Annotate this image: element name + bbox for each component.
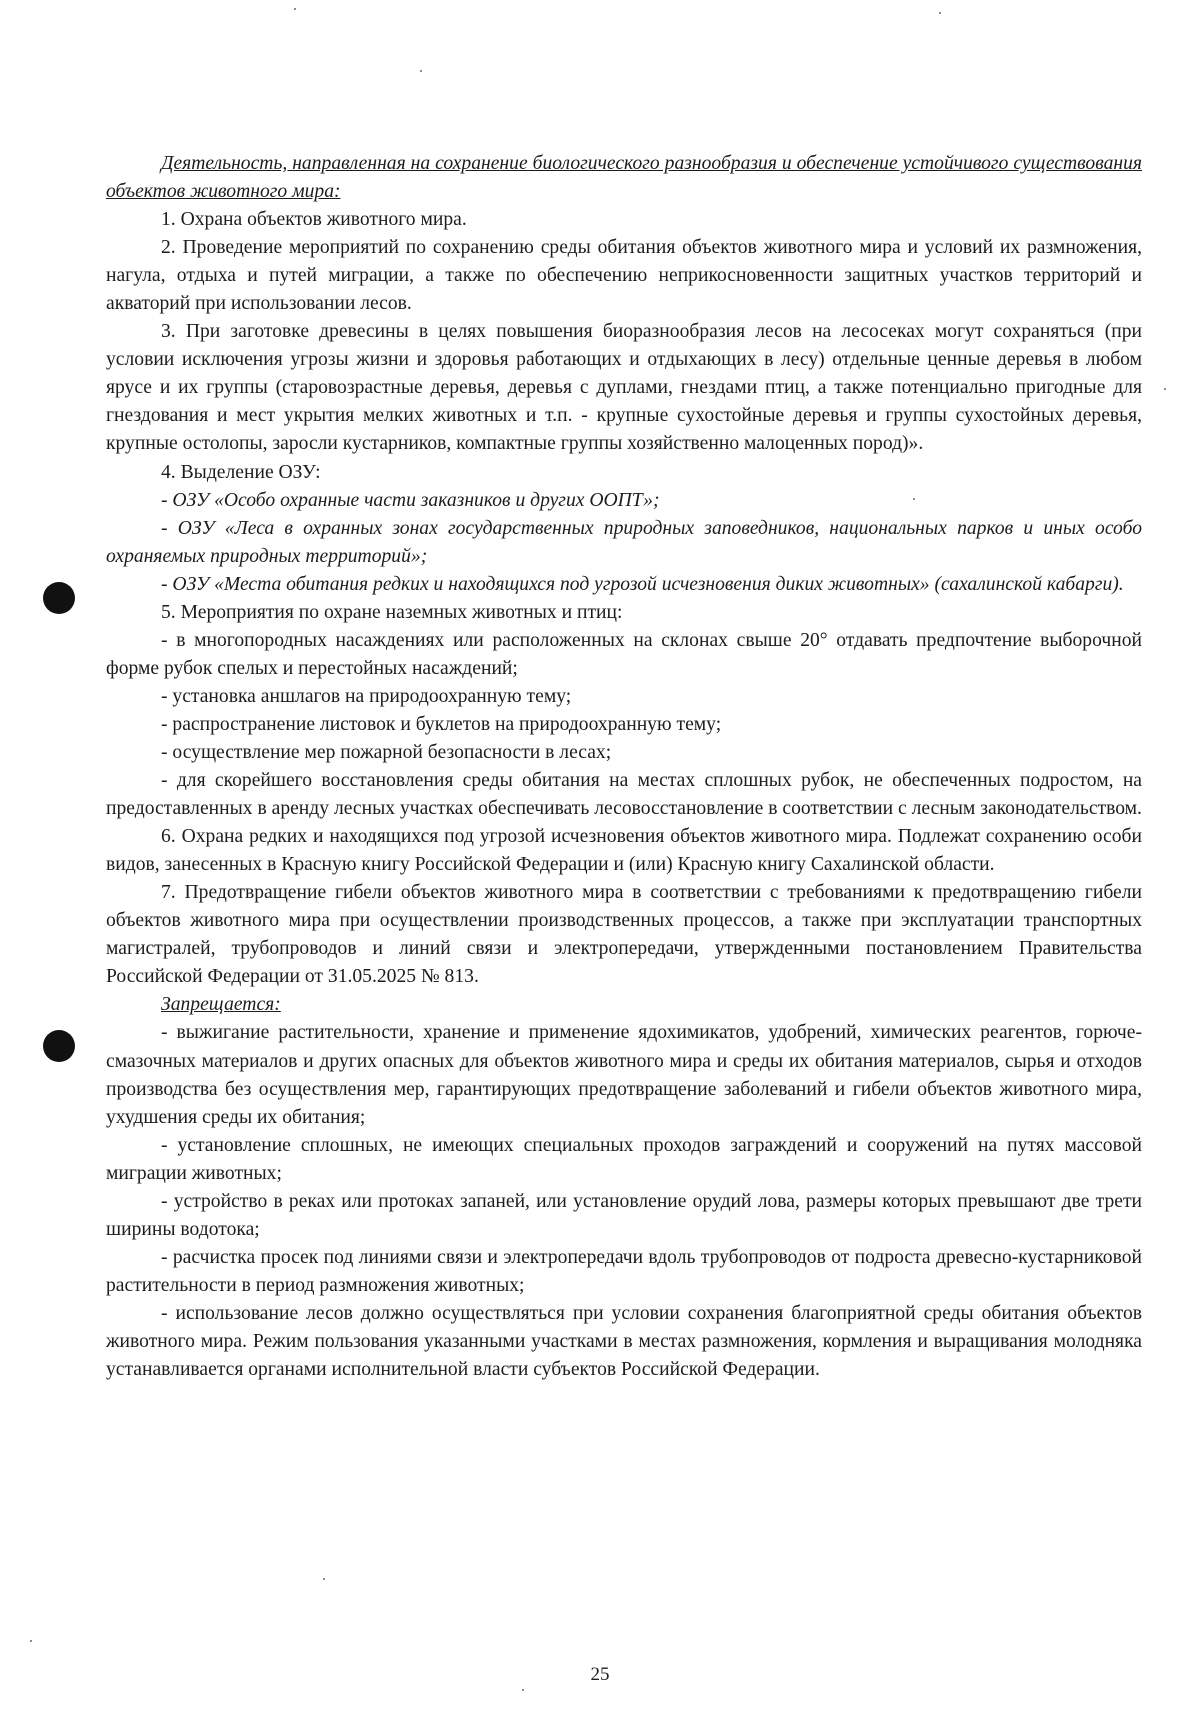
section-heading: Деятельность, направленная на сохранение биологического разнообразия и обеспечение устойчивого существования объектов животного мира:	[106, 153, 1142, 203]
paragraph: 6. Охрана редких и находящихся под угрозой исчезновения объектов животного мира. Подлежат сохранению особи видов, занесенных в Красную книгу Российской Федерации и (или) Красную книгу Сахалинской области.	[106, 826, 1142, 876]
paragraph: 5. Мероприятия по охране наземных животных и птиц:	[161, 601, 623, 623]
list-item: - для скорейшего восстановления среды обитания на местах сплошных рубок, не обеспеченных подростом, на предоставленных в аренду лесных участках обеспечивать лесовосстановление в соответствии с лесным законодательством.	[106, 770, 1142, 820]
list-item: - использование лесов должно осуществляться при условии сохранения благоприятной среды обитания объектов животного мира. Режим пользования указанными участками в местах размножения, кормления и выращивания молодняка устанавливается органами исполнительной власти субъектов Российской Федерации.	[106, 1302, 1142, 1381]
paragraph: 2. Проведение мероприятий по сохранению среды обитания объектов животного мира и условий их размножения, нагула, отдыха и путей миграции, а также по обеспечению неприкосновенности защитных участков территорий и акваторий при использовании лесов.	[106, 237, 1142, 315]
paragraph: 1. Охрана объектов животного мира.	[161, 209, 467, 231]
list-item: - установление сплошных, не имеющих специальных проходов заграждений и сооружений на путях массовой миграции животных;	[106, 1134, 1142, 1184]
list-item: - расчистка просек под линиями связи и электропередачи вдоль трубопроводов от подроста древесно-кустарниковой растительности в период размножения животных;	[106, 1246, 1142, 1296]
list-item: - осуществление мер пожарной безопасности в лесах;	[161, 741, 612, 763]
scan-speck	[323, 1578, 325, 1580]
page-number: 25	[590, 1664, 610, 1685]
scan-speck	[1164, 388, 1166, 390]
punch-hole	[43, 1030, 75, 1062]
list-item: - устройство в реках или протоках запаней, или установление орудий лова, размеры которых превышают две трети ширины водотока;	[106, 1190, 1142, 1240]
forbidden-heading: Запрещается:	[161, 994, 281, 1016]
list-item: - распространение листовок и буклетов на природоохранную тему;	[161, 713, 722, 735]
list-item: - ОЗУ «Особо охранные части заказников и других ООПТ»;	[161, 489, 660, 511]
paragraph: 3. При заготовке древесины в целях повышения биоразнообразия лесов на лесосеках могут сохраняться (при условии исключения угрозы жизни и здоровья работающих и отдыхающих в лесу) отдельные ценные деревья в любом ярусе и их группы (старовозрастные деревья, деревья с дуплами, гнездами птиц, а также потенциально пригодные для гнездования и мест укрытия мелких животных и т.п. - крупные сухостойные деревья и группы сухостойных деревья, крупные остолопы, заросли кустарников, компактные группы хозяйственно малоценных пород)».	[106, 321, 1142, 455]
scan-speck	[522, 1689, 524, 1691]
paragraph: 4. Выделение ОЗУ:	[161, 461, 321, 483]
paragraph: 7. Предотвращение гибели объектов животного мира в соответствии с требованиями к предотвращению гибели объектов животного мира при осуществлении производственных процессов, а также при эксплуатации транспортных магистралей, трубопроводов и линий связи и электропередачи, утвержденными постановлением Правительства Российской Федерации от 31.05.2025 № 813.	[106, 882, 1142, 988]
document-body	[106, 150, 1142, 1384]
scan-speck	[939, 12, 941, 14]
list-item: - в многопородных насаждениях или расположенных на склонах свыше 20° отдавать предпочтение выборочной форме рубок спелых и перестойных насаждений;	[106, 629, 1142, 679]
scan-speck	[30, 1640, 32, 1642]
list-item: - ОЗУ «Леса в охранных зонах государственных природных заповедников, национальных парков и иных особо охраняемых природных территорий»;	[106, 517, 1142, 567]
scan-speck	[420, 70, 422, 72]
list-item: - установка аншлагов на природоохранную тему;	[161, 685, 572, 707]
list-item: - выжигание растительности, хранение и применение ядохимикатов, удобрений, химических реагентов, горюче-смазочных материалов и других опасных для объектов животного мира и среды их обитания материалов, сырья и отходов производства без осуществления мер, гарантирующих предотвращение заболеваний и гибели объектов животного мира, ухудшения среды их обитания;	[106, 1022, 1142, 1128]
list-item: - ОЗУ «Места обитания редких и находящихся под угрозой исчезновения диких животных» (сахалинской кабарги).	[161, 573, 1124, 595]
scan-speck	[294, 8, 296, 10]
punch-hole	[43, 582, 75, 614]
